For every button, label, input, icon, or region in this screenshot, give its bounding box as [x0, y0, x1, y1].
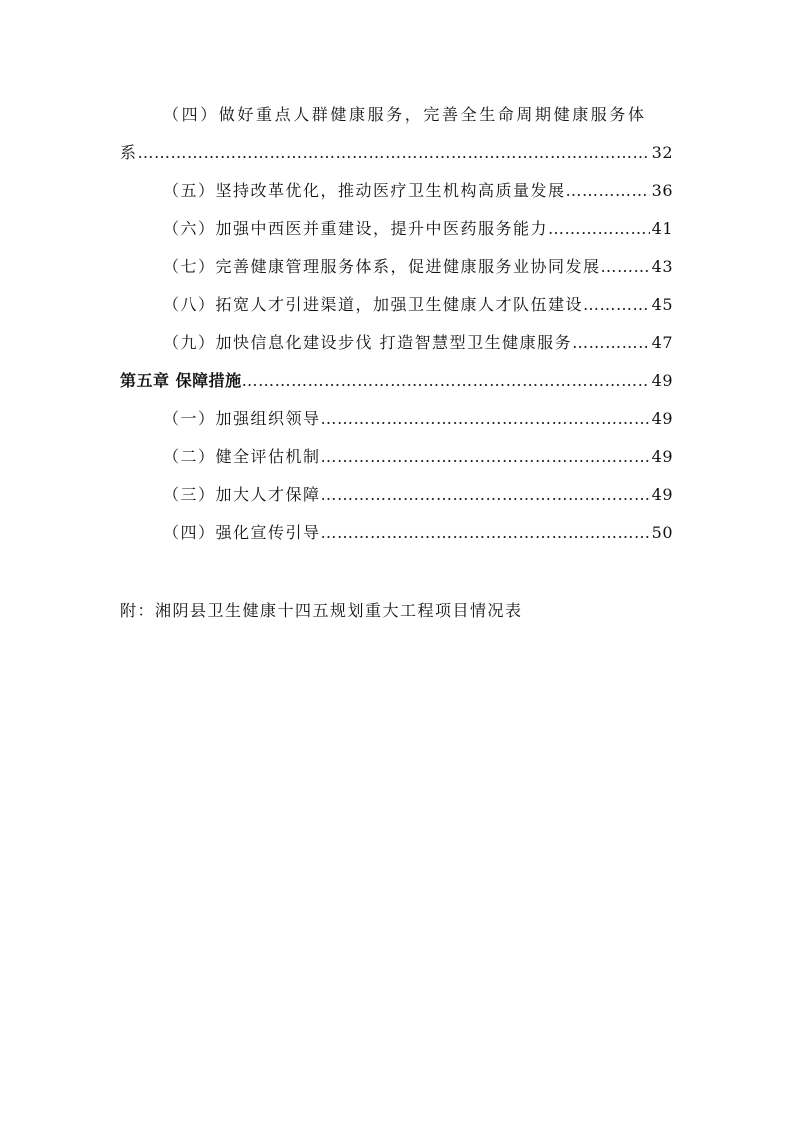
toc-entry-4-line2[interactable] — [120, 140, 673, 166]
toc-leader-dots — [321, 482, 650, 508]
toc-leader-dots — [566, 178, 650, 204]
toc-leader-dots — [321, 444, 650, 470]
toc-leader-dots — [548, 216, 650, 242]
toc-entry-label: （七）完善健康管理服务体系，促进健康服务业协同发展 — [163, 257, 601, 276]
toc-leader-dots — [601, 254, 650, 280]
toc-leader-dots — [242, 368, 650, 394]
toc-chapter5-entry-4[interactable] — [163, 520, 673, 546]
toc-page-number: 49 — [651, 485, 673, 504]
toc-entry-label: （六）加强中西医并重建设，提升中医药服务能力 — [163, 219, 549, 238]
toc-entry-label: （五）坚持改革优化，推动医疗卫生机构高质量发展 — [163, 181, 566, 200]
toc-leader-dots — [572, 330, 650, 356]
toc-entry-label: 系 — [120, 143, 138, 162]
toc-entry-7[interactable] — [163, 254, 673, 280]
toc-chapter5-entry-1[interactable] — [163, 406, 673, 432]
toc-entry-8[interactable] — [163, 292, 673, 318]
toc-entry-label: （九）加快信息化建设步伐 打造智慧型卫生健康服务 — [163, 333, 573, 352]
toc-leader-dots — [321, 520, 650, 546]
toc-entry-9[interactable] — [163, 330, 673, 356]
toc-chapter-5[interactable] — [120, 368, 673, 394]
toc-entry-4-line1: （四）做好重点人群健康服务，完善全生命周期健康服务体 — [163, 105, 647, 124]
appendix-note: 附：湘阴县卫生健康十四五规划重大工程项目情况表 — [120, 601, 523, 620]
toc-chapter5-entry-2[interactable] — [163, 444, 673, 470]
toc-leader-dots — [138, 140, 650, 166]
toc-entry-label: （四）强化宣传引导 — [163, 523, 321, 542]
toc-page-number: 41 — [651, 219, 673, 238]
toc-chapter-label: 第五章 保障措施 — [120, 371, 242, 390]
toc-page-number: 49 — [651, 371, 673, 390]
toc-entry-label: （三）加大人才保障 — [163, 485, 321, 504]
toc-page-number: 45 — [651, 295, 673, 314]
toc-page-number: 36 — [651, 181, 673, 200]
toc-page-number: 50 — [651, 523, 673, 542]
toc-entry-label: （八）拓宽人才引进渠道，加强卫生健康人才队伍建设 — [163, 295, 584, 314]
toc-page-number: 49 — [651, 447, 673, 466]
toc-entry-5[interactable] — [163, 178, 673, 204]
toc-entry-label: （一）加强组织领导 — [163, 409, 321, 428]
toc-page-number: 32 — [651, 143, 673, 162]
toc-leader-dots — [583, 292, 650, 318]
toc-page-number: 47 — [651, 333, 673, 352]
toc-entry-6[interactable] — [163, 216, 673, 242]
toc-entry-label: （二）健全评估机制 — [163, 447, 321, 466]
toc-chapter5-entry-3[interactable] — [163, 482, 673, 508]
toc-leader-dots — [321, 406, 650, 432]
toc-page-number: 49 — [651, 409, 673, 428]
toc-page-number: 43 — [651, 257, 673, 276]
